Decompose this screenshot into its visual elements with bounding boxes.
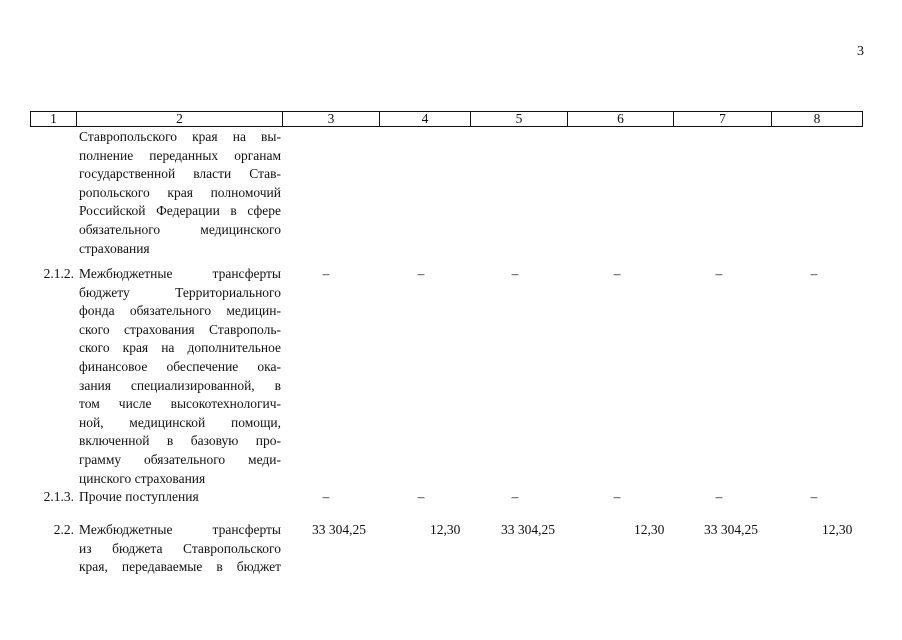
row-1-line: зания специализированной, в	[79, 377, 281, 393]
header-col-7: 7	[674, 112, 772, 126]
header-col-2: 2	[77, 112, 283, 126]
page-number: 3	[857, 44, 864, 59]
row-1-line: том числе высокотехнологич-	[79, 396, 281, 412]
row-1-line: бюджету Территориального	[79, 284, 281, 300]
row-1-value-8: –	[810, 266, 818, 281]
row-3-line: Межбюджетные трансферты	[79, 522, 281, 537]
row-1-line: грамму обязательного меди-	[79, 451, 281, 467]
row-1-line: фонда обязательного медицин-	[79, 303, 281, 319]
row-3-number: 2.2.	[53, 522, 74, 537]
table-header-row	[30, 111, 863, 127]
row-1-description	[79, 265, 281, 488]
row-0-description	[79, 128, 281, 258]
row-2-value-4: –	[417, 489, 425, 504]
row-3-line: из бюджета Ставропольского	[79, 540, 281, 556]
row-0-line: Российской Федерации в сфере	[79, 203, 281, 219]
row-1-value-7: –	[715, 266, 723, 281]
row-2-line: Прочие поступления	[79, 489, 199, 504]
row-2-value-7: –	[715, 489, 723, 504]
row-1-line: финансовое обеспечение ока-	[79, 358, 281, 374]
row-1-line: ского края на дополнительное	[79, 340, 281, 356]
row-0-line: полнение переданных органам	[79, 147, 281, 163]
row-2-description	[79, 488, 281, 507]
row-1-value-5: –	[511, 266, 519, 281]
row-3-value-4: 12,30	[430, 522, 461, 537]
row-0-line: Ставропольского края на вы-	[79, 129, 281, 144]
row-0-line: ропольского края полномочий	[79, 184, 281, 200]
row-3-value-6: 12,30	[634, 522, 665, 537]
row-1-line: ского страхования Ставрополь-	[79, 321, 281, 337]
row-1-line: ной, медицинской помощи,	[79, 414, 281, 430]
row-1-number: 2.1.2.	[43, 266, 74, 281]
header-col-6: 6	[568, 112, 674, 126]
row-0-line: государственной власти Став-	[79, 166, 281, 182]
row-3-value-5: 33 304,25	[501, 522, 555, 537]
row-0-line: обязательного медицинского	[79, 221, 281, 237]
row-2-value-5: –	[511, 489, 519, 504]
row-1-line: включенной в базовую про-	[79, 433, 281, 449]
row-1-line: Межбюджетные трансферты	[79, 266, 281, 281]
row-1-value-6: –	[613, 266, 621, 281]
header-col-4: 4	[380, 112, 471, 126]
row-2-value-3: –	[322, 489, 330, 504]
header-col-1: 1	[31, 112, 77, 126]
header-col-5: 5	[471, 112, 568, 126]
row-0-line: страхования	[79, 240, 150, 256]
row-3-value-8: 12,30	[822, 522, 853, 537]
row-2-value-8: –	[810, 489, 818, 504]
row-2-number: 2.1.3.	[43, 489, 74, 504]
row-3-description	[79, 521, 281, 577]
row-2-value-6: –	[613, 489, 621, 504]
row-3-line: края, передаваемые в бюджет	[79, 559, 281, 575]
row-1-value-4: –	[417, 266, 425, 281]
header-col-3: 3	[283, 112, 380, 126]
row-3-value-3: 33 304,25	[312, 522, 366, 537]
row-1-value-3: –	[322, 266, 330, 281]
header-col-8: 8	[813, 111, 821, 126]
row-3-value-7: 33 304,25	[704, 522, 758, 537]
row-1-line: цинского страхования	[79, 470, 206, 486]
